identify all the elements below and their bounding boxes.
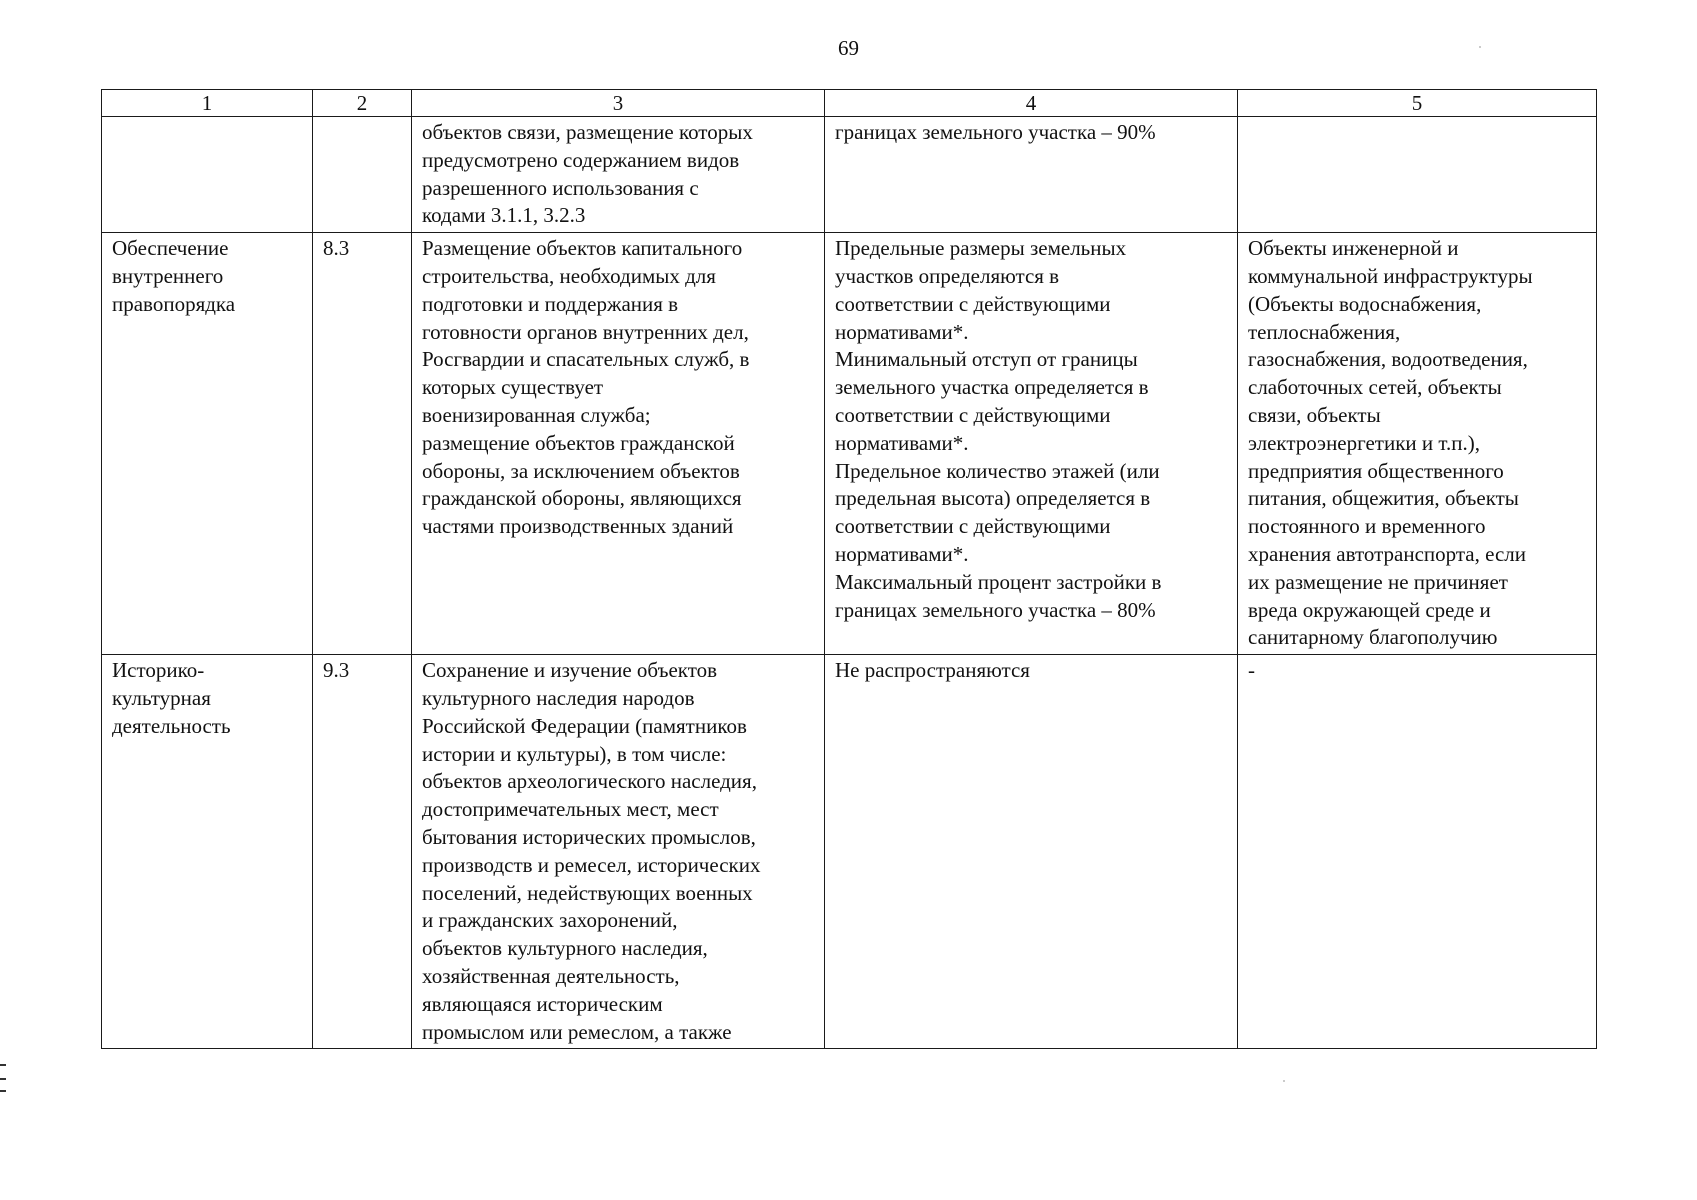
column-header-5: 5 [1238,90,1597,117]
column-header-1: 1 [102,90,313,117]
use-name-cell [102,117,313,233]
auxiliary-uses-cell [1238,117,1597,233]
use-name-cell: Историко- культурная деятельность [102,655,313,1049]
scan-edge-mark [0,1078,6,1080]
column-header-2: 2 [313,90,412,117]
scan-edge-mark [0,1064,6,1066]
land-use-table [101,89,1597,1049]
table-header-row [102,90,1597,117]
use-name-cell: Обеспечение внутреннего правопорядка [102,233,313,655]
use-code-cell: 9.3 [313,655,412,1049]
column-header-4: 4 [825,90,1238,117]
use-parameters-cell: Не распространяются [825,655,1238,1049]
scan-edge-mark [0,1090,6,1092]
table-row [102,233,1597,655]
scan-speck [1283,1080,1285,1082]
use-description-cell: Сохранение и изучение объектов культурного наследия народов Российской Федерации (памятников истории и культуры), в том числе: объектов археологического наследия, достопримечательных мест, мест бытования исторических промыслов, производств и ремесел, исторических поселений, недействующих военных и гражданских захоронений, объектов культурного наследия, хозяйственная деятельность, являющаяся историческим промыслом или ремеслом, а также [412,655,825,1049]
auxiliary-uses-cell: Объекты инженерной и коммунальной инфраструктуры (Объекты водоснабжения, теплоснабжения, газоснабжения, водоотведения, слаботочных сетей, объекты связи, объекты электроэнергетики и т.п.), предприятия общественного питания, общежития, объекты постоянного и временного хранения автотранспорта, если их размещение не причиняет вреда окружающей среде и санитарному благополучию [1238,233,1597,655]
use-description-cell: Размещение объектов капитального строительства, необходимых для подготовки и поддержания в готовности органов внутренних дел, Росгвардии и спасательных служб, в которых существует военизированная служба; размещение объектов гражданской обороны, за исключением объектов гражданской обороны, являющихся частями производственных зданий [412,233,825,655]
column-header-3: 3 [412,90,825,117]
table-row [102,655,1597,1049]
use-code-cell [313,117,412,233]
page-number: 69 [838,36,859,60]
use-parameters-cell: Предельные размеры земельных участков определяются в соответствии с действующими нормативами*. Минимальный отступ от границы земельного участка определяется в соответствии с действующими нормативами*. Предельное количество этажей (или предельная высота) определяется в соответствии с действующими нормативами*. Максимальный процент застройки в границах земельного участка – 80% [825,233,1238,655]
use-description-cell: объектов связи, размещение которых предусмотрено содержанием видов разрешенного использования с кодами 3.1.1, 3.2.3 [412,117,825,233]
use-code-cell: 8.3 [313,233,412,655]
use-parameters-cell: границах земельного участка – 90% [825,117,1238,233]
table-row [102,117,1597,233]
scan-speck [1479,46,1481,48]
auxiliary-uses-cell: - [1238,655,1597,1049]
